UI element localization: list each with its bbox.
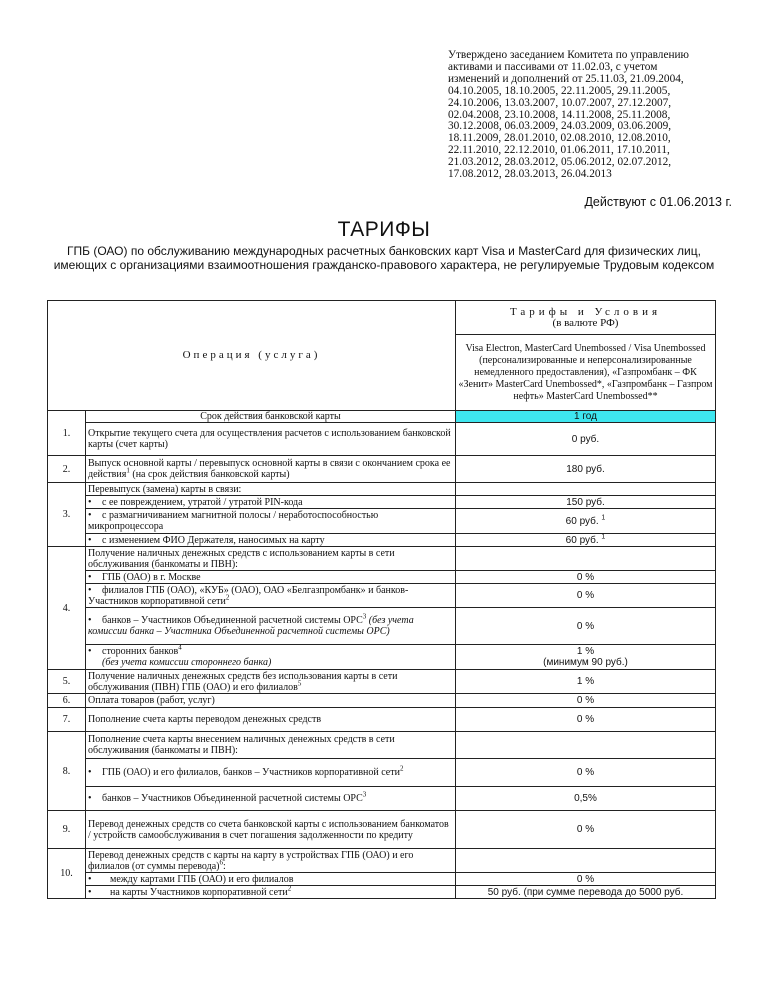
row-heading: Перевыпуск (замена) карты в связи: [86,483,456,496]
validity-value: 1 год [456,411,716,423]
list-item-note: (без учета комиссии банка – Участника Объединенной расчетной системы ОРС) [88,615,414,637]
row-value: 0 % [456,571,716,584]
approval-line: Утверждено заседанием Комитета по управлению [448,49,689,61]
row-value-empty [456,849,716,873]
footnote-mark: 5 [297,679,302,688]
header-currency: (в валюте РФ) [552,316,619,329]
row-number: 4. [48,547,86,670]
table-row [48,456,716,483]
list-item-text [86,509,456,534]
page-title: ТАРИФЫ [337,218,431,241]
list-item [48,608,716,645]
row-number: 1. [48,411,86,456]
row-value-empty [456,547,716,571]
row-number: 3. [48,483,86,547]
row-text-part: Выпуск основной карты / перевыпуск основной карты в связи с окончанием срока ее действия [88,458,451,480]
row-value: 0 руб. [456,423,716,456]
validity-label: Срок действия банковской карты [86,411,456,423]
list-item-label: ГПБ (ОАО) и его филиалов, банков – Участников корпоративной сети [102,767,400,778]
row-text: Открытие текущего счета для осуществления расчетов с использованием банковской карты (счет карты) [86,423,456,456]
list-item-text [86,584,456,608]
row-value-empty [456,483,716,496]
list-item [48,759,716,787]
list-item-label: с изменением ФИО Держателя, наносимых на карту [102,534,325,546]
bullet-icon: • [88,793,92,804]
table-row [48,547,716,571]
table-row [48,811,716,849]
list-item-label: банков – Участников Объединенной расчетной системы ОРС [102,793,363,804]
row-number: 8. [48,732,86,811]
row-number: 9. [48,811,86,849]
row-text [86,456,456,483]
bullet-icon: • [88,584,92,596]
approval-line: 22.11.2010, 22.12.2010, 01.06.2011, 17.10.2011, [448,144,670,157]
footnote-mark: 1 [601,514,606,522]
footnote-mark: 3 [362,612,367,621]
approval-line: активами и пассивами от 11.02.03, с учетом [448,60,658,73]
approval-line: 17.08.2012, 28.03.2013, 26.04.2013 [448,168,612,181]
list-item-text [86,608,456,645]
row-text [86,670,456,694]
table-row [48,670,716,694]
approval-line: 04.10.2005, 18.10.2005, 22.11.2005, 29.11.2005, [448,84,671,97]
row-number: 5. [48,670,86,694]
row-value-text: 60 руб. [565,534,599,546]
bullet-icon: • [88,646,92,657]
list-item-text [86,759,456,787]
row-value-empty [456,732,716,759]
row-value [456,534,716,547]
list-item-label: между картами ГПБ (ОАО) и его филиалов [110,873,294,885]
table-row [48,732,716,759]
row-heading: Получение наличных денежных средств с использованием карты в сети обслуживания (банкоматы и ПВН): [86,547,456,571]
header-tariffs [456,301,716,335]
footnote-mark: 2 [225,593,230,602]
row-text-part: Перевод денежных средств с карты на карту в устройствах ГПБ (ОАО) и его филиалов (от суммы перевода) [88,849,414,872]
list-item [48,787,716,811]
row-heading [86,849,456,873]
approval-line: 21.03.2012, 28.03.2012, 05.06.2012, 02.07.2012, [448,156,672,169]
bullet-icon: • [88,571,92,583]
list-item [48,509,716,534]
bullet-icon: • [88,615,92,626]
list-item [48,584,716,608]
approval-line: 30.12.2008, 06.03.2009, 24.03.2009, 03.06.2009, [448,120,672,133]
bullet-icon: • [88,534,92,546]
row-value: 0 % [456,708,716,732]
table-row [48,694,716,708]
row-number: 6. [48,694,86,708]
row-value [456,645,716,670]
list-item-text [86,787,456,811]
row-text: Перевод денежных средств со счета банковской карты с использованием банкоматов / устройств самообслуживания в счет погашения задолженности по кредиту [86,811,456,849]
row-value: 0 % [456,873,716,886]
table-row [48,708,716,732]
list-item [48,496,716,509]
footnote-mark: 3 [362,790,367,799]
bullet-icon: • [88,510,92,521]
row-text-part: : [222,860,226,872]
approval-line: 02.04.2008, 23.10.2008, 14.11.2008, 25.11.2008, [448,108,671,121]
row-value-text: 60 руб. [565,515,599,527]
row-text: Оплата товаров (работ, услуг) [86,694,456,708]
approval-line: изменений и дополнений от 25.11.03, 21.09.2004, [448,72,684,85]
bullet-icon: • [88,767,92,778]
row-value: 150 руб. [456,496,716,509]
list-item [48,886,716,899]
table-row [48,423,716,456]
row-number: 2. [48,456,86,483]
table-row [48,849,716,873]
row-value: 0 % [456,608,716,645]
effective-date: Действуют с 01.06.2013 г. [584,195,732,209]
header-operation: Операция (услуга) [48,301,456,411]
page-subtitle: ГПБ (ОАО) по обслуживанию международных расчетных банковских карт Visa и MasterCard для физических лиц, имеющих с организациями взаимоотношения гражданско-правового характера, не регулируемые Трудовым кодексом [53,244,715,272]
list-item-label: ГПБ (ОАО) в г. Москве [102,571,201,583]
list-item-text [86,645,456,670]
footnote-mark: 1 [601,533,606,541]
approval-line: 24.10.2006, 13.03.2007, 10.07.2007, 27.12.2007, [448,96,672,109]
row-value: 0 % [456,811,716,849]
row-text: Пополнение счета карты переводом денежных средств [86,708,456,732]
row-value: 0 % [456,694,716,708]
list-item [48,645,716,670]
row-value: 0 % [456,584,716,608]
approval-note [448,50,731,181]
row-value-text: (минимум 90 руб.) [543,657,628,668]
row-text-part: (на срок действия банковской карты) [129,469,290,480]
list-item-label: на карты Участников корпоративной сети [110,886,288,898]
footnote-mark: 6 [219,858,223,867]
list-item-text [86,496,456,509]
list-item-label: с размагничиванием магнитной полосы / неработоспособностью микропроцессора [88,510,379,532]
row-value: 0 % [456,759,716,787]
approval-line: 18.11.2009, 28.01.2010, 02.08.2010, 12.08.2010, [448,132,671,145]
row-value: 1 % [456,670,716,694]
table-header-row [48,301,716,335]
table-row [48,483,716,496]
list-item [48,873,716,886]
row-heading: Пополнение счета карты внесением наличных денежных средств в сети обслуживания (банкоматы и ПВН): [86,732,456,759]
list-item-label: банков – Участников Объединенной расчетной системы ОРС [102,615,363,626]
list-item-note: (без учета комиссии стороннего банка) [102,657,272,668]
list-item-text [86,873,456,886]
footnote-mark: 1 [126,466,130,475]
row-value: 0,5% [456,787,716,811]
list-item [48,571,716,584]
footnote-mark: 2 [399,764,404,773]
list-item-text [86,534,456,547]
list-item [48,534,716,547]
list-item-label: филиалов ГПБ (ОАО), «КУБ» (ОАО), ОАО «Белгазпромбанк» и банков-Участников корпоративной сети [88,584,409,607]
footnote-mark: 4 [178,643,182,652]
footnote-mark: 2 [287,884,292,893]
bullet-icon: • [88,873,92,885]
list-item-text [86,886,456,899]
header-tariffs-label: Тарифы и Условия [509,305,662,318]
bullet-icon: • [88,886,92,898]
bullet-icon: • [88,496,92,508]
row-value: 180 руб. [456,456,716,483]
row-value-text: 1 % [576,646,595,657]
row-text-part: Получение наличных денежных средств без использования карты в сети обслуживания (ПВН) ГПБ (ОАО) и его филиалов [88,670,398,693]
list-item-label: с ее повреждением, утратой / утратой PIN-кода [102,496,303,508]
list-item-label: сторонних банков [102,646,179,657]
row-number: 7. [48,708,86,732]
validity-row [48,411,716,423]
row-number: 10. [48,849,86,899]
tariff-table [47,300,716,899]
row-value: 50 руб. (при сумме перевода до 5000 руб. [456,886,716,899]
list-item-text [86,571,456,584]
row-value [456,509,716,534]
header-card-types: Visa Electron, MasterCard Unembossed / Visa Unembossed (персонализированные и неперсонализированные немедленного предоставления), «Газпромбанк – ФК «Зенит» MasterCard Unembossed*, «Газпромбанк – Газпром нефть» MasterCard Unembossed** [456,335,716,411]
